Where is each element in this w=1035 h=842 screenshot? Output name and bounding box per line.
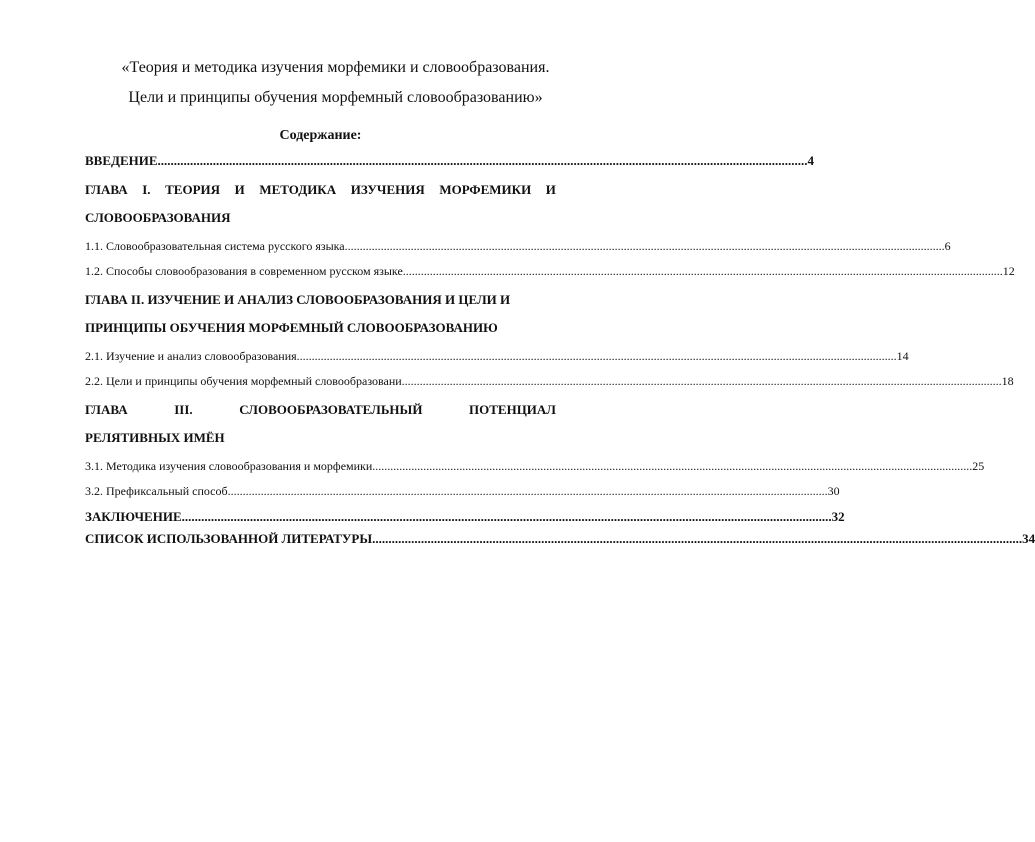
leader-dots bbox=[403, 260, 1003, 282]
chapter-word: ПОТЕНЦИАЛ bbox=[469, 402, 556, 417]
chapter-1-line-2: СЛОВООБРАЗОВАНИЯ bbox=[85, 210, 231, 225]
toc-entry-text: ВВЕДЕНИЕ bbox=[85, 153, 158, 168]
chapter-word: ТЕОРИЯ bbox=[165, 182, 221, 197]
toc-entry-3-2[interactable] bbox=[85, 480, 840, 502]
contents-heading: Содержание: bbox=[279, 128, 362, 143]
toc-chapter-3[interactable] bbox=[85, 396, 556, 452]
chapter-2-line-2: ПРИНЦИПЫ ОБУЧЕНИЯ МОРФЕМНЫЙ СЛОВООБРАЗОВАНИЮ bbox=[85, 320, 498, 335]
toc-entry-text: 1.2. Способы словообразования в современном русском языке bbox=[85, 264, 403, 278]
chapter-3-line-2: РЕЛЯТИВНЫХ ИМЁН bbox=[85, 430, 225, 445]
toc-entry-intro[interactable] bbox=[85, 150, 815, 172]
chapter-2-line-1: ГЛАВА II. ИЗУЧЕНИЕ И АНАЛИЗ СЛОВООБРАЗОВАНИЯ И ЦЕЛИ И bbox=[85, 292, 511, 307]
toc-entry-1-1[interactable] bbox=[85, 235, 951, 257]
title-line-2: Цели и принципы обучения морфемный словообразованию» bbox=[128, 89, 543, 106]
toc-page-number: 30 bbox=[827, 484, 840, 498]
toc-entry-conclusion[interactable] bbox=[85, 506, 845, 528]
leader-dots bbox=[158, 150, 808, 172]
toc-entry-text: 3.2. Префиксальный способ bbox=[85, 484, 228, 498]
chapter-word: МОРФЕМИКИ bbox=[439, 182, 532, 197]
toc-page-number: 32 bbox=[831, 509, 845, 524]
chapter-word: И bbox=[234, 182, 245, 197]
toc-page-number: 4 bbox=[807, 153, 815, 168]
chapter-word: I. bbox=[142, 182, 151, 197]
chapter-word: III. bbox=[174, 402, 193, 417]
toc-page-number: 12 bbox=[1002, 264, 1015, 278]
toc-page-number: 14 bbox=[896, 349, 909, 363]
title-line-1: «Теория и методика изучения морфемики и словообразования. bbox=[121, 59, 550, 76]
leader-dots bbox=[182, 506, 832, 528]
chapter-word: ГЛАВА bbox=[85, 182, 128, 197]
toc-entry-2-2[interactable] bbox=[85, 370, 1014, 392]
chapter-1-line-1 bbox=[85, 176, 556, 204]
toc-page-number: 6 bbox=[944, 239, 951, 253]
toc-page-number: 25 bbox=[972, 459, 985, 473]
leader-dots bbox=[372, 455, 972, 477]
leader-dots bbox=[402, 370, 1002, 392]
leader-dots bbox=[372, 528, 1022, 550]
chapter-word: ГЛАВА bbox=[85, 402, 128, 417]
toc-entry-text: СПИСОК ИСПОЛЬЗОВАННОЙ ЛИТЕРАТУРЫ bbox=[85, 531, 373, 546]
toc-entry-2-1[interactable] bbox=[85, 345, 909, 367]
chapter-word: ИЗУЧЕНИЯ bbox=[350, 182, 425, 197]
document-title bbox=[85, 0, 556, 110]
toc-entry-text: ЗАКЛЮЧЕНИЕ bbox=[85, 509, 182, 524]
toc-entry-text: 2.1. Изучение и анализ словообразования bbox=[85, 349, 297, 363]
toc-entry-1-2[interactable] bbox=[85, 260, 1015, 282]
chapter-word: СЛОВООБРАЗОВАТЕЛЬНЫЙ bbox=[239, 402, 423, 417]
toc-chapter-1[interactable] bbox=[85, 176, 556, 232]
toc-page-number: 18 bbox=[1001, 374, 1014, 388]
toc-entry-text: 2.2. Цели и принципы обучения морфемный словообразовани bbox=[85, 374, 402, 388]
leader-dots bbox=[345, 235, 945, 257]
toc-entry-text: 3.1. Методика изучения словообразования и морфемики bbox=[85, 459, 373, 473]
table-of-contents bbox=[85, 150, 1035, 550]
toc-entry-references[interactable] bbox=[85, 528, 1035, 550]
toc-entry-text: 1.1. Словообразовательная система русского языка bbox=[85, 239, 345, 253]
toc-page-number: 34 bbox=[1022, 531, 1035, 546]
toc-chapter-2[interactable] bbox=[85, 286, 556, 342]
chapter-3-line-1 bbox=[85, 396, 556, 424]
leader-dots bbox=[297, 345, 897, 367]
toc-entry-3-1[interactable] bbox=[85, 455, 985, 477]
leader-dots bbox=[228, 480, 828, 502]
chapter-word: МЕТОДИКА bbox=[259, 182, 337, 197]
chapter-word: И bbox=[545, 182, 556, 197]
